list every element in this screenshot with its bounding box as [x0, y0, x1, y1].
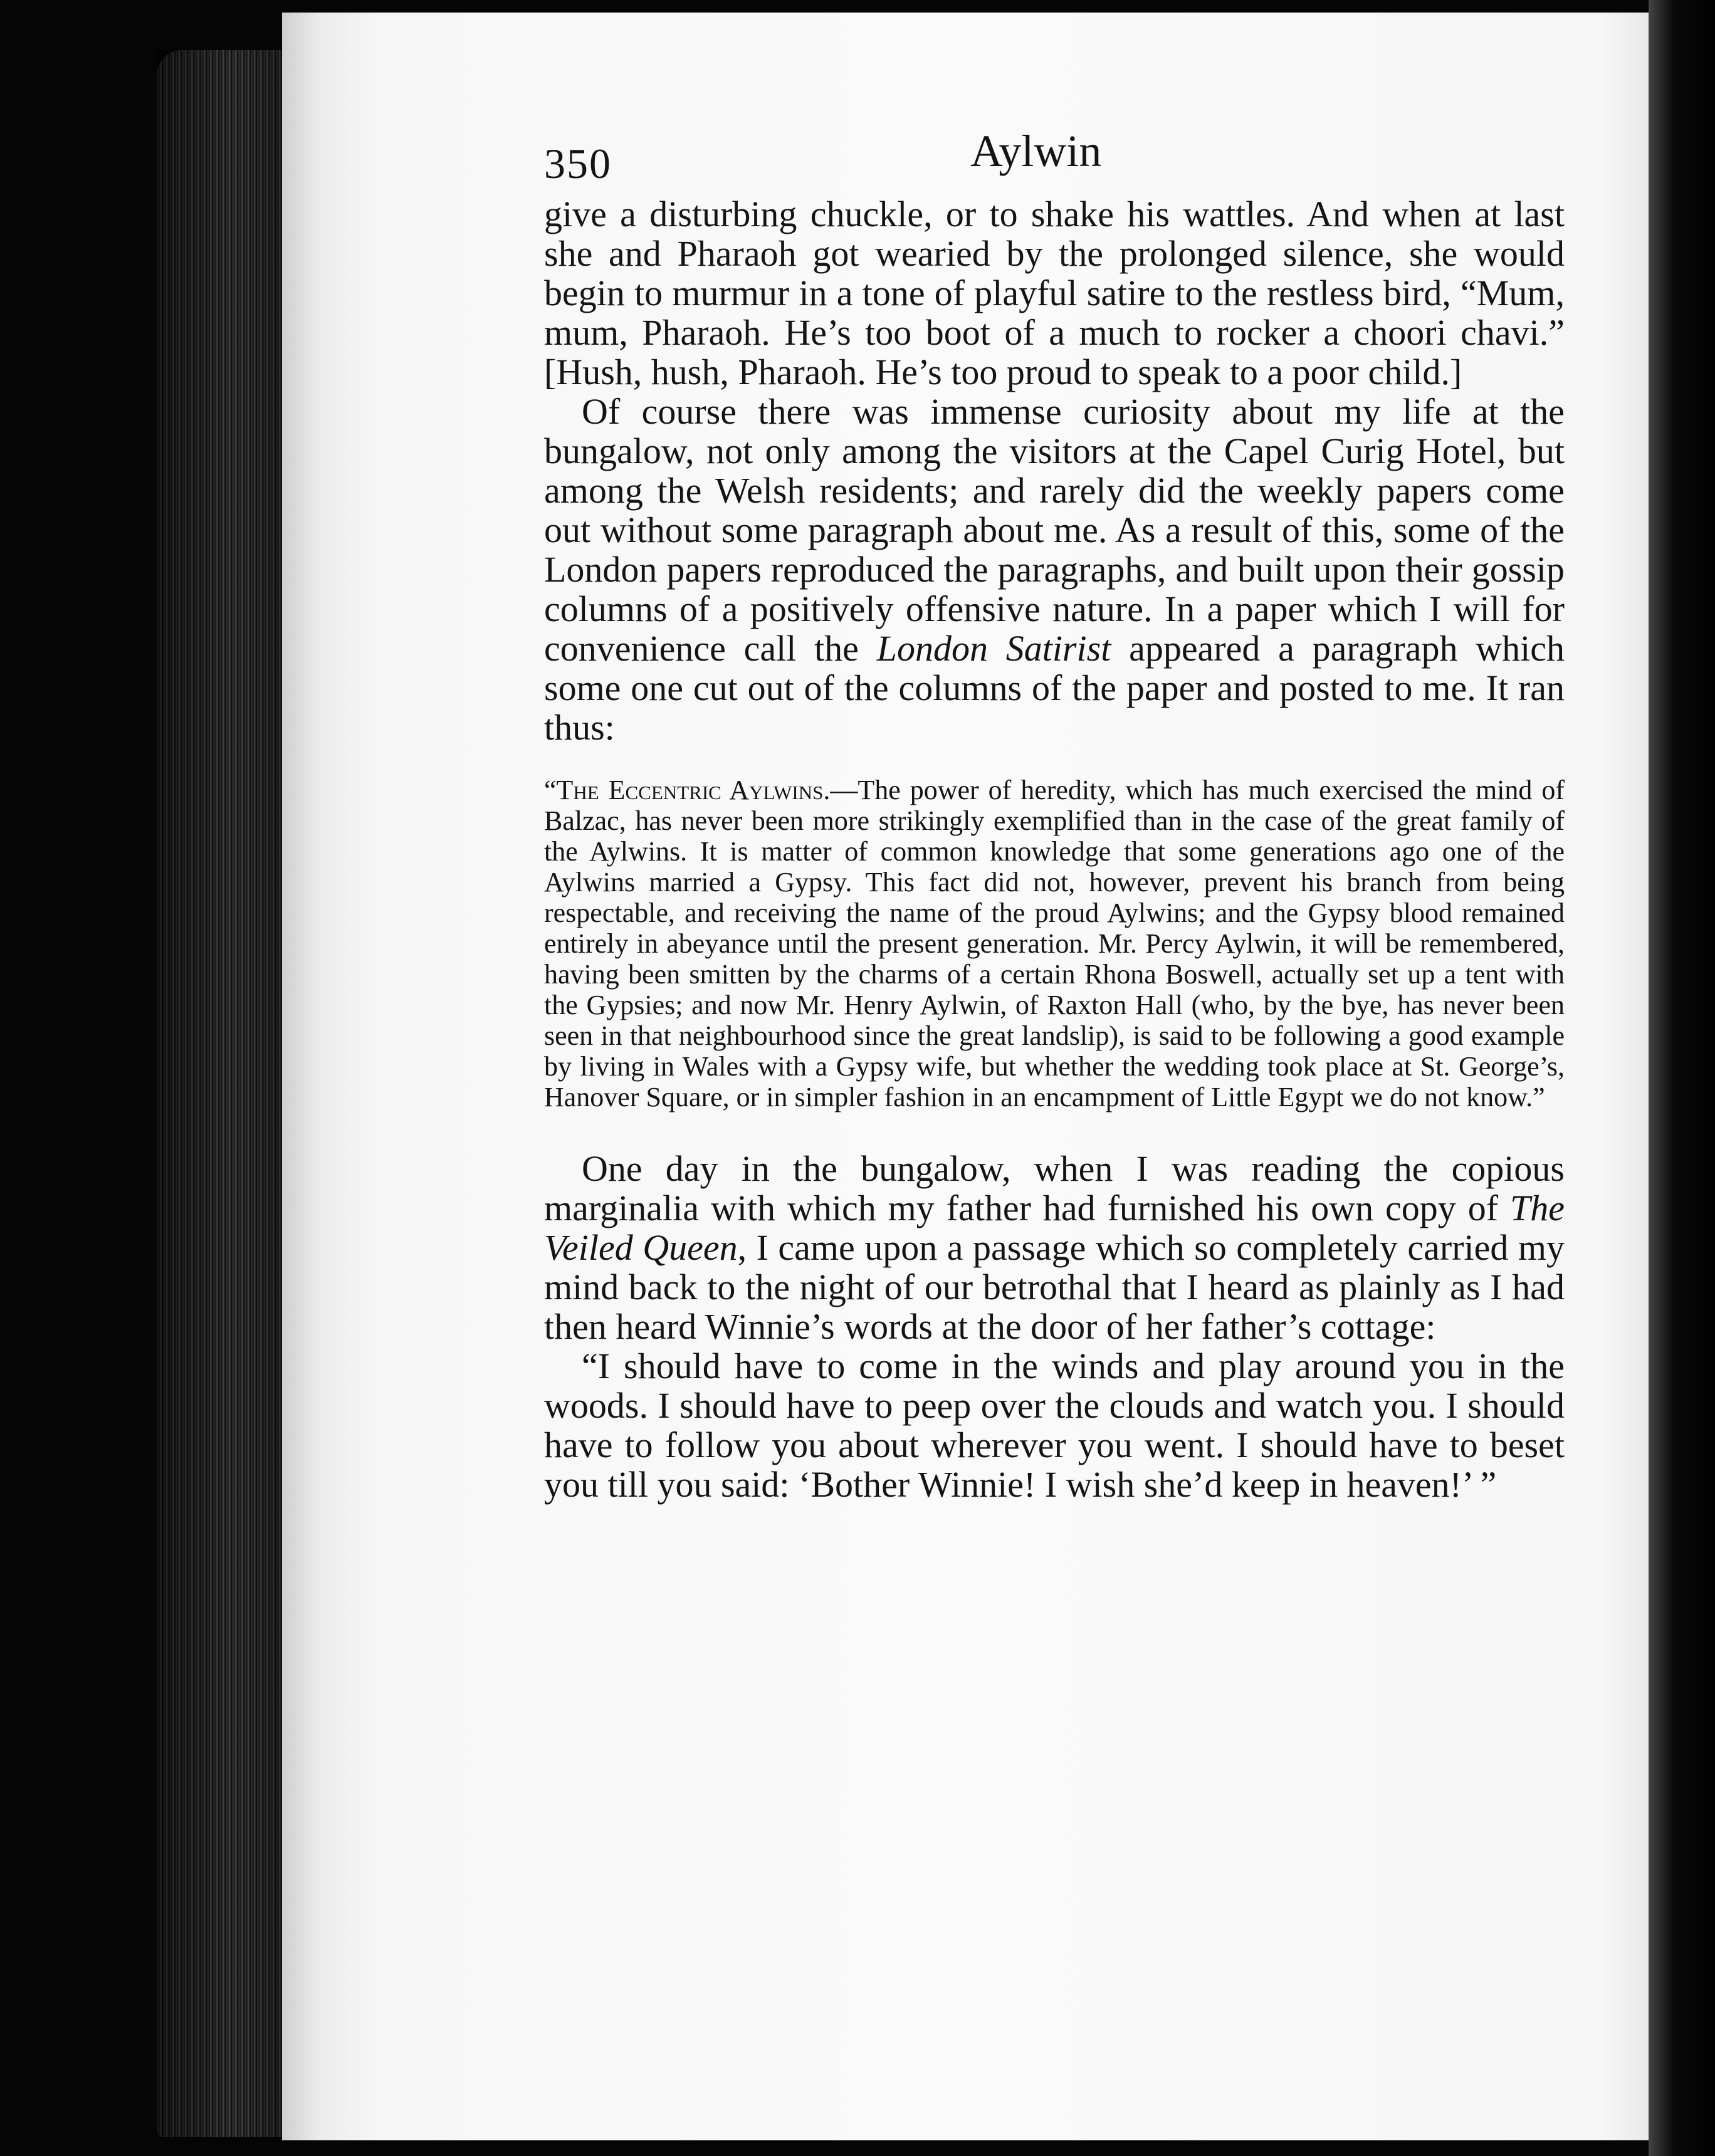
newspaper-title: London Satirist [876, 628, 1111, 669]
page-gutter [1649, 0, 1715, 2156]
paragraph-text: One day in the bungalow, when I was reading the copious marginalia with which my father had furnished his own copy of [544, 1148, 1565, 1228]
paragraph-text: appeared a paragraph which some one cut out of the columns of the paper and posted to me. It ran thus: [544, 628, 1565, 748]
running-head [544, 125, 1565, 194]
running-head-title: Aylwin [970, 126, 1102, 176]
paragraph-text: , I came upon a passage which so completely carried my mind back to the night of our betrothal that I heard as plainly as I had then heard Winnie’s words at the door of her father’s cottage: [544, 1227, 1565, 1347]
page-text-block [544, 125, 1565, 1504]
paragraph-curiosity [544, 392, 1565, 747]
extract-paragraph [544, 775, 1565, 1112]
fore-edge-shadow [157, 50, 282, 2137]
extract-text: —The power of heredity, which has much exercised the mind of Balzac, has never been more strikingly exemplified than in the case of the great family of the Aylwins. It is matter of common knowledge that some generations ago one of the Aylwins married a Gypsy. This fact did not, however, prevent his branch from being respectable, and receiving the name of the proud Aylwins; and the Gypsy blood remained entirely in abeyance until the present generation. Mr. Percy Aylwin, it will be remembered, having been smitten by the charms of a certain Rhona Boswell, actually set up a tent with the Gypsies; and now Mr. Henry Aylwin, of Raxton Hall (who, by the bye, has never been seen in that neighbourhood since the great landslip), is said to be following a good example by living in Wales with a Gypsy wife, but whether the wedding took place at St. George’s, Hanover Square, or in simpler fashion in an encampment of Little Egypt we do not know.” [544, 775, 1565, 1112]
paragraph-quotation: “I should have to come in the winds and play around you in the woods. I should have to peep over the clouds and watch you. I should have to follow you about wherever you went. I should have to beset you till you said: ‘Bother Winnie! I wish she’d keep in heaven!’ ” [544, 1346, 1565, 1505]
paragraph-continued: give a disturbing chuckle, or to shake his wattles. And when at last she and Pharaoh got wearied by the prolonged silence, she would begin to murmur in a tone of playful satire to the restless bird, “Mum, mum, Pharaoh. He’s too boot of a much to rocker a choori chavi.” [Hush, hush, Pharaoh. He’s too proud to speak to a poor child.] [544, 194, 1565, 392]
extract-heading: The Eccentric Aylwins. [556, 775, 831, 805]
newspaper-extract [544, 775, 1565, 1112]
paragraph-text: Of course there was immense curiosity about my life at the bungalow, not only among the visitors at the Capel Curig Hotel, but among the Welsh residents; and rarely did the weekly papers come out without some paragraph about me. As a result of this, some of the London papers reproduced the paragraphs, and built upon their gossip columns of a positively offensive nature. In a paper which I will for convenience call the [544, 391, 1565, 669]
extract-open-quote: “ [544, 775, 557, 805]
book-title: The Veiled Queen [544, 1188, 1565, 1268]
paragraph-marginalia [544, 1149, 1565, 1346]
page-number: 350 [544, 140, 612, 187]
